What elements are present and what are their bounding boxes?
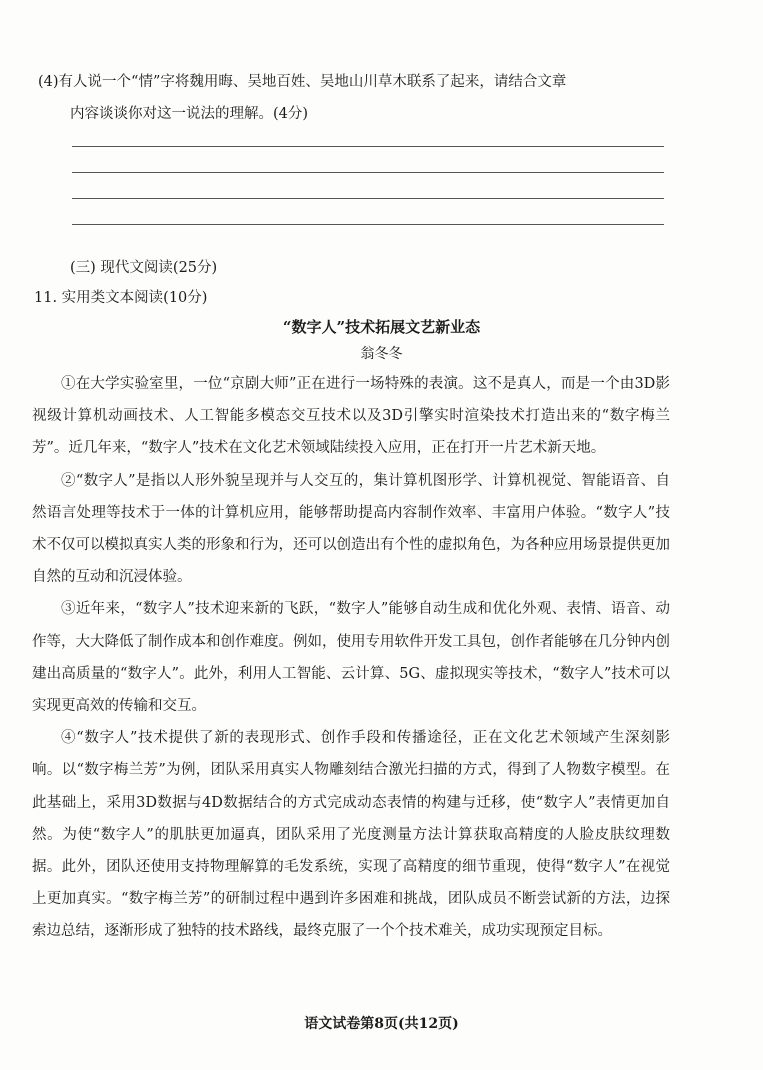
article-author: 翁冬冬 <box>360 346 403 362</box>
article-paragraph: ①在大学实验室里，一位“京剧大师”正在进行一场特殊的表演。这不是真人，而是一个由3D影视级计算机动画技术、人工智能多模态交互技术以及3D引擎实时渲染技术打造出来的“数字梅兰芳”。近几年来，“数字人”技术在文化艺术领域陆续投入应用，正在打开一片艺术新天地。 <box>32 376 670 457</box>
section-heading: (三) 现代文阅读(25分) <box>70 260 218 276</box>
article-paragraph: ③近年来，“数字人”技术迎来新的飞跃，“数字人”能够自动生成和优化外观、表情、语音、动作等，大大降低了制作成本和创作难度。例如，使用专用软件开发工具包，创作者能够在几分钟内创建出高质量的“数字人”。此外，利用人工智能、云计算、5G、虚拟现实等技术，“数字人”技术可以实现更高效的传输和交互。 <box>32 601 670 715</box>
question-4-line-1: (4)有人说一个“情”字将魏用晦、吴地百姓、吴地山川草木联系了起来，请结合文章 <box>38 74 567 90</box>
answer-line[interactable] <box>72 198 664 199</box>
question-4 <box>38 66 678 130</box>
answer-line[interactable] <box>72 146 664 147</box>
article-paragraph: ④“数字人”技术提供了新的表现形式、创作手段和传播途径，正在文化艺术领域产生深刻影响。以“数字梅兰芳”为例，团队采用真实人物雕刻结合激光扫描的方式，得到了人物数字模型。在此基础上，采用3D数据与4D数据结合的方式完成动态表情的构建与迁移，使“数字人”表情更加自然。为使“数字人”的肌肤更加逼真，团队采用了光度测量方法计算获取高精度的人脸皮肤纹理数据。此外，团队还使用支持物理解算的毛发系统，实现了高精度的细节重现，使得“数字人”在视觉上更加真实。“数字梅兰芳”的研制过程中遇到许多困难和挑战，团队成员不断尝试新的方法，边探索边总结，逐渐形成了独特的技术路线，最终克服了一个个技术难关，成功实现预定目标。 <box>32 730 670 940</box>
question-11-heading: 11. 实用类文本阅读(10分) <box>34 290 208 306</box>
answer-line[interactable] <box>72 224 664 225</box>
article-body <box>32 368 670 948</box>
article-title: “数字人”技术拓展文艺新业态 <box>282 318 481 336</box>
question-4-line-2: 内容谈谈你对这一说法的理解。(4分) <box>70 106 309 122</box>
article-paragraph: ②“数字人”是指以人形外貌呈现并与人交互的，集计算机图形学、计算机视觉、智能语音、自然语言处理等技术于一体的计算机应用，能够帮助提高内容制作效率、丰富用户体验。“数字人”技术不仅可以模拟真实人类的形象和行为，还可以创造出有个性的虚拟角色，为各种应用场景提供更加自然的互动和沉浸体验。 <box>32 472 670 586</box>
answer-line[interactable] <box>72 172 664 173</box>
page-footer: 语文试卷第8页(共12页) <box>304 1016 459 1032</box>
